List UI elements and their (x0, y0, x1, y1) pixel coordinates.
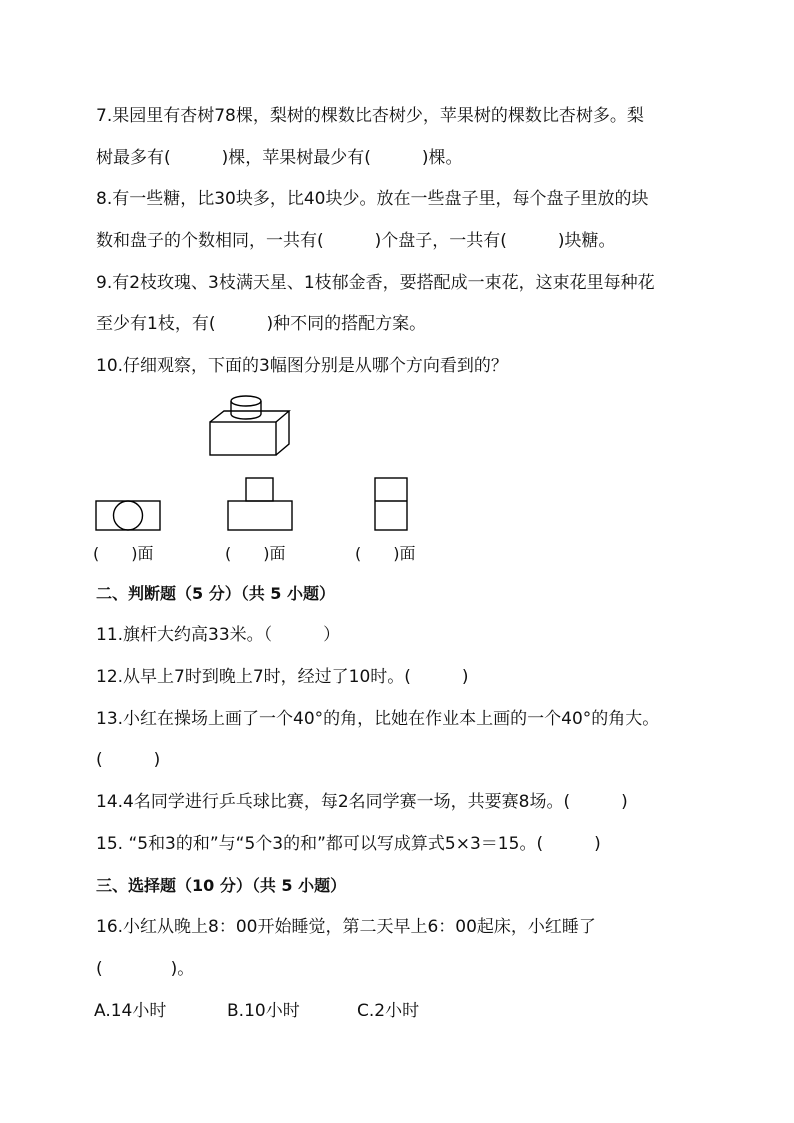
view1-circle (114, 501, 143, 530)
view2-caption: ( )面 (225, 544, 286, 563)
solid-figure (200, 392, 300, 462)
q9-line1: 9.有2枝玫瑰、3枝满天星、1枝郁金香，要搭配成一束花，这束花里每种花 (96, 273, 655, 293)
q13-line2: ( ) (96, 750, 161, 770)
q9-line2: 至少有1枝，有( )种不同的搭配方案。 (96, 314, 427, 334)
q16-line1: 16.小红从晚上8：00开始睡觉，第二天早上6：00起床，小红睡了 (96, 917, 596, 937)
view2-base-rect (228, 501, 292, 530)
view1-rect (96, 501, 160, 530)
cylinder-bottom (231, 414, 261, 419)
q15-text: 15. “5和3的和”与“5个3的和”都可以写成算式5×3＝15。( ) (96, 834, 601, 854)
q16-option-a: A.14小时 (94, 1001, 167, 1021)
q8-line1: 8.有一些糖，比30块多，比40块少。放在一些盘子里，每个盘子里放的块 (96, 189, 649, 209)
view3-caption: ( )面 (355, 544, 416, 563)
view1-caption: ( )面 (93, 544, 154, 563)
q16-option-c: C.2小时 (357, 1001, 420, 1021)
view-figure-3 (374, 477, 410, 533)
q10-text: 10.仔细观察，下面的3幅图分别是从哪个方向看到的？ (96, 356, 508, 376)
box-front (210, 422, 276, 455)
q8-line2: 数和盘子的个数相同，一共有( )个盘子，一共有( )块糖。 (96, 231, 616, 251)
view3-outline (375, 478, 407, 530)
view2-top-square (246, 478, 273, 501)
section3-heading: 三、选择题（10 分）（共 5 小题） (96, 876, 347, 895)
box-side (276, 411, 289, 455)
view-figure-2 (227, 477, 295, 533)
q11-text: 11.旗杆大约高33米。（ ） (96, 625, 341, 645)
q7-line1: 7.果园里有杏树78棵，梨树的棵数比杏树少，苹果树的棵数比杏树多。梨 (96, 106, 644, 126)
cylinder-top (231, 396, 261, 406)
q16-option-b: B.10小时 (227, 1001, 300, 1021)
box-top (210, 411, 289, 422)
view-figure-1 (96, 500, 162, 532)
q12-text: 12.从早上7时到晚上7时，经过了10时。( ) (96, 667, 469, 687)
q14-text: 14.4名同学进行乒乓球比赛，每2名同学赛一场，共要赛8场。( ) (96, 792, 628, 812)
section2-heading: 二、判断题（5 分）（共 5 小题） (96, 584, 335, 603)
q13-line1: 13.小红在操场上画了一个40°的角，比她在作业本上画的一个40°的角大。 (96, 709, 660, 729)
q16-line2: ( )。 (96, 959, 195, 979)
q7-line2: 树最多有( )棵，苹果树最少有( )棵。 (96, 148, 463, 168)
